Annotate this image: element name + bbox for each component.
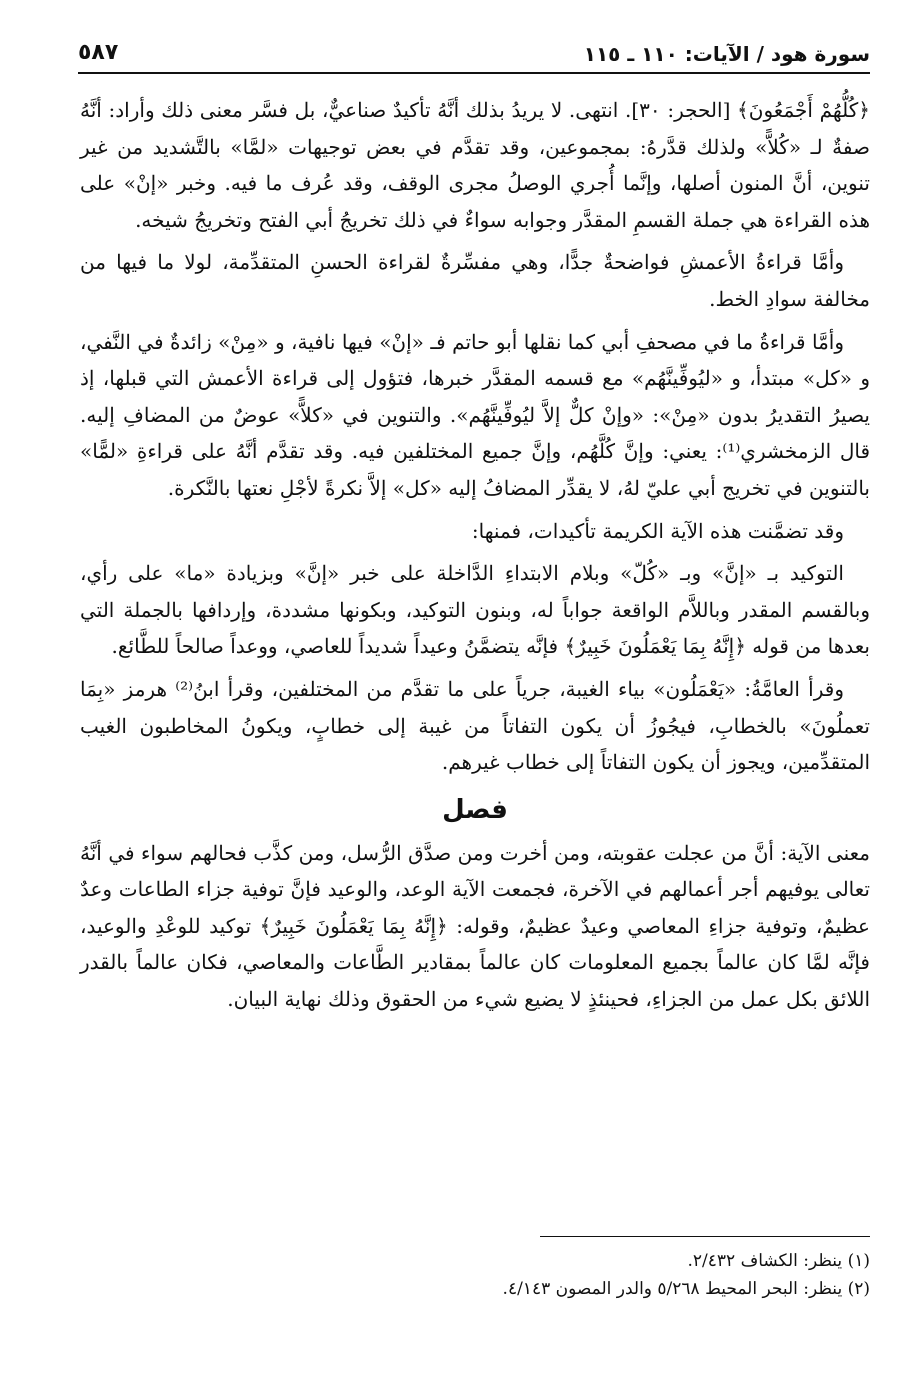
page-header [78,34,870,74]
paragraph-4: وقد تضمَّنت هذه الآية الكريمة تأكيدات، فمنها: [471,518,844,543]
paragraph-3: وأمَّا قراءةُ ما في مصحفِ أبي كما نقلها أبو حاتم فـ «إنْ» فيها نافية، و «مِنْ» زائدةٌ في النَّفي، و «كل» مبتدأ، و «ليُوفِّينَّهُم» مع قسمه المقدَّر خبرها، فتؤول إلى قراءة الأعمش التي قبلها، إذ يصيرُ التقديرُ بدون «مِنْ»: «وإنْ كلٌّ إلاَّ ليُوفِّينَّهُم». والتنوين في «كلاًّ» عوضٌ من المضافِ إليه. قال الزمخشري⁽¹⁾: يعني: وإنَّ كُلَّهُم، وإنَّ جميع المختلفين فيه. وقد تقدَّم أنَّهُ على قراءةِ «لمًّا» بالتنوين في تخريج أبي عليّ لهُ، لا يقدِّر المضافُ إليه «كل» إلاَّ نكرةً لأجْلِ نعتها بالنَّكرة. [80,329,871,500]
section-paragraph-1: معنى الآية: أنَّ من عجلت عقوبته، ومن أخرت ومن صدَّق الرُّسل، ومن كذَّب فحالهم سواء في أنَّهُ تعالى يوفيهم أجر أعمالهم في الآخرة، فجمعت الآية الوعد، والوعيد فإنَّ توفية جزاء الطاعات وعدٌ عظيمٌ، وتوفية جزاءِ المعاصي وعيدٌ عظيمٌ، وقوله: ﴿إِنَّهُ بِمَا يَعْمَلُونَ خَبِيرٌ﴾ توكيد للوعْدِ والوعيد، فإنَّه لمَّا كان عالماً بجميع المعلومات كان عالماً بمقادير الطَّاعات والمعاصي، فكان عالماً بالقدر اللائق بكل عمل من الجزاءِ، فحينئذٍ لا يضيع شيء من الحقوق وذلك نهاية البيان. [80,840,870,1012]
header-rule [78,72,870,74]
paragraph-6: وقرأ العامَّةُ: «يَعْمَلُون» بياء الغيبة، جرياً على ما تقدَّم من المختلفين، وقرأ ابنُ⁽²⁾ هرمز «بِمَا تعملُونَ» بالخطابِ، فيجُوزُ أن يكون التفاتاً من غيبة إلى خطابٍ، ويكونُ المخاطبون الغيب المتقدِّمين، ويجوز أن يكون التفاتاً إلى خطاب غيرهم. [80,676,870,775]
paragraph-5: التوكيد بـ «إنَّ» وبـ «كُلّ» وبلام الابتداءِ الدَّاخلة على خبر «إنَّ» وبزيادة «ما» على رأي، وبالقسم المقدر وباللاَّم الواقعة جواباً له، وبنون التوكيد، وبكونها مشددة، وإردافها بالجملة التي بعدها من قوله ﴿إِنَّهُ بِمَا يَعْمَلُونَ خَبِيرٌ﴾ فإنَّه يتضمَّنُ وعيداً شديداً للعاصي، ووعداً صالحاً للطَّائع. [80,561,870,659]
running-title: سورة هود / الآيات: ١١٠ ـ ١١٥ [583,42,870,66]
footnote-1: (١) ينظر: الكشاف ٢/٤٣٢. [687,1251,870,1271]
footnote-rule [540,1236,870,1237]
section-heading: فصل [442,794,508,825]
footnote-2: (٢) ينظر: البحر المحيط ٥/٢٦٨ والدر المصون ٤/١٤٣. [502,1279,870,1299]
page-number: ٥٨٧ [78,40,119,65]
paragraph-2: وأمَّا قراءةُ الأعمشِ فواضحةٌ جدًّا، وهي مفسِّرةٌ لقراءة الحسنِ المتقدِّمة، لولا ما فيها من مخالفة سوادِ الخط. [80,250,870,311]
main-text [80,92,870,1024]
paragraph-1: ﴿كُلُّهُمْ أَجْمَعُونَ﴾ [الحجر: ٣٠]. انتهى. لا يريدُ بذلك أنَّهُ تأكيدٌ صناعيٌّ، بل فسَّر معنى ذلك وأراد: أنَّهُ صفةٌ لـ «كُلاًّ» ولذلك قدَّرهُ: بمجموعين، وقد تقدَّم في بعض توجيهات «لمَّا» بالتَّشديد من غير تنوين، أنَّ المنون أصلها، وإنَّما أُجري الوصلُ مجرى الوقف، وقد عُرف ما فيه. وخبر «إنْ» على هذه القراءة هي جملة القسمِ المقدَّر وجوابه سواءٌ في ذلك تخريجُ أبي الفتح وتخريجُ شيخه. [80,98,870,232]
footnotes [80,1236,870,1303]
